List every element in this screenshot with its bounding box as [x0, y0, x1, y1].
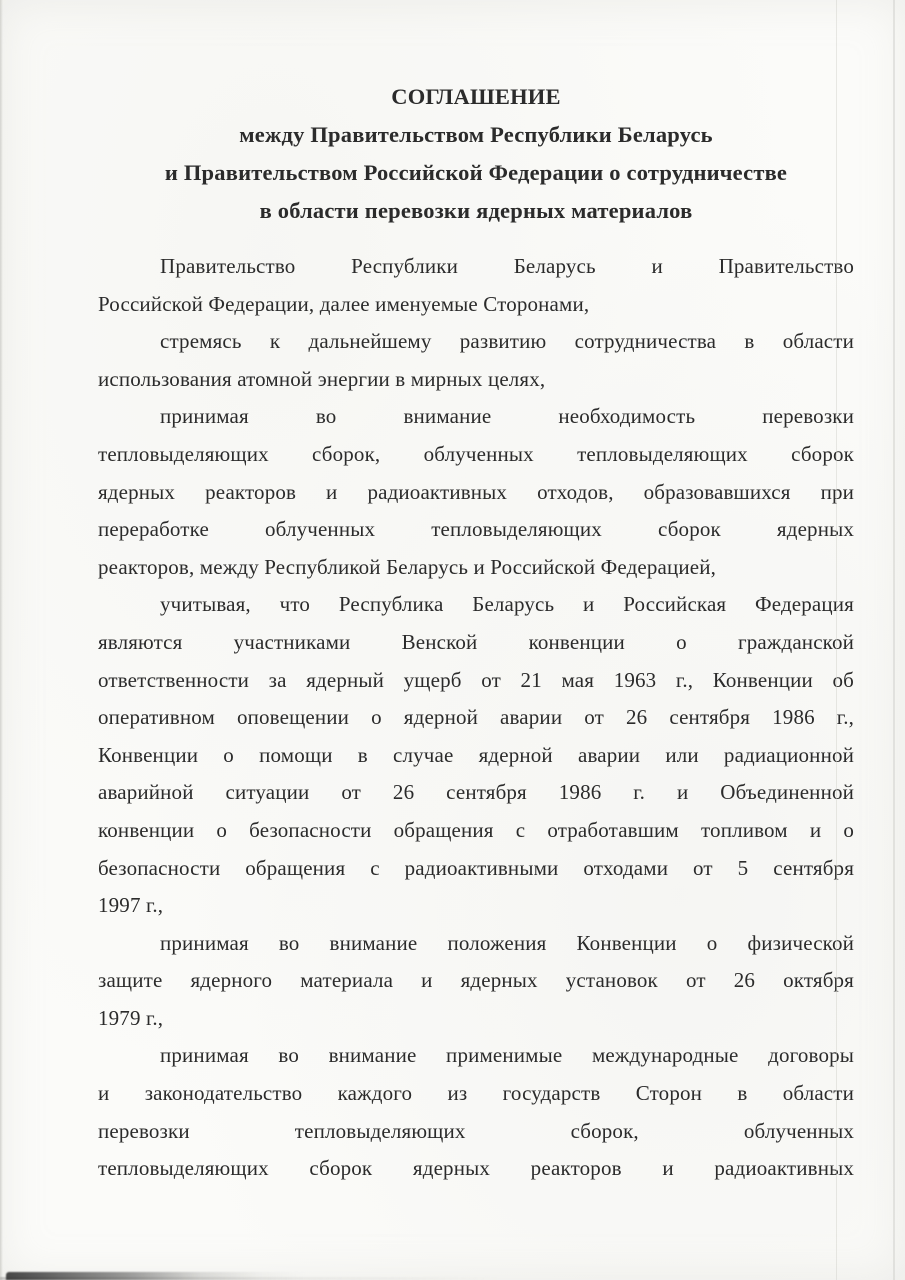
scan-shadow-bar — [6, 1272, 306, 1280]
document-line: Правительство Республики Беларусь и Правительство — [160, 254, 854, 278]
document-line: 1979 г., — [98, 1005, 164, 1030]
title-line: между Правительством Республики Беларусь — [239, 122, 713, 147]
scan-line-vertical — [836, 0, 837, 1280]
document-line: переработке облученных тепловыделяющих сборок ядерных — [98, 517, 854, 542]
title-line: и Правительством Российской Федерации о сотрудничестве — [164, 160, 788, 185]
document-line: аварийной ситуации от 26 сентября 1986 г. и Объединенной — [98, 780, 854, 805]
scan-edge-left — [0, 0, 3, 1280]
document-line: тепловыделяющих сборок, облученных тепловыделяющих сборок — [98, 441, 854, 466]
document-line: защите ядерного материала и ядерных установок от 26 октября — [98, 968, 854, 993]
document-line: ядерных реакторов и радиоактивных отходов, образовавшихся при — [98, 479, 854, 504]
document-line: использования атомной энергии в мирных целях, — [98, 366, 546, 391]
document-line: Конвенции о помощи в случае ядерной аварии или радиационной — [98, 742, 854, 767]
paragraph — [98, 1037, 854, 1187]
paragraph — [98, 323, 854, 398]
paragraph — [98, 586, 854, 924]
document-line: ответственности за ядерный ущерб от 21 мая 1963 г., Конвенции об — [98, 667, 854, 692]
paragraph — [98, 398, 854, 586]
document-body — [98, 248, 854, 1188]
document-line: принимая во внимание применимые международные договоры — [160, 1043, 854, 1068]
document-line: стремясь к дальнейшему развитию сотрудничества в области — [160, 329, 854, 354]
document-line: перевозки тепловыделяющих сборок, облученных — [98, 1118, 854, 1143]
document-line: являются участниками Венской конвенции о гражданской — [98, 629, 854, 654]
document-line: и законодательство каждого из государств Сторон в области — [98, 1081, 854, 1106]
document-line: безопасности обращения с радиоактивными отходами от 5 сентября — [98, 855, 854, 880]
title-line: СОГЛАШЕНИЕ — [391, 84, 561, 109]
document-line: реакторов, между Республикой Беларусь и Российской Федерацией, — [98, 554, 717, 579]
document-line: конвенции о безопасности обращения с отработавшим топливом и о — [98, 817, 854, 842]
document-line: оперативном оповещении о ядерной аварии от 26 сентября 1986 г., — [98, 705, 854, 730]
scan-line-vertical — [893, 0, 895, 1280]
paragraph — [98, 925, 854, 1038]
title-line: в области перевозки ядерных материалов — [259, 198, 693, 223]
document-line: учитывая, что Республика Беларусь и Российская Федерация — [160, 592, 854, 617]
document-title — [98, 78, 854, 230]
document-line: Российской Федерации, далее именуемые Сторонами, — [98, 291, 590, 316]
document-line: тепловыделяющих сборок ядерных реакторов и радиоактивных — [98, 1156, 854, 1181]
document-line: принимая во внимание положения Конвенции о физической — [160, 930, 854, 955]
paragraph — [98, 248, 854, 323]
document-line: принимая во внимание необходимость перевозки — [160, 404, 854, 429]
document-line: 1997 г., — [98, 893, 164, 918]
